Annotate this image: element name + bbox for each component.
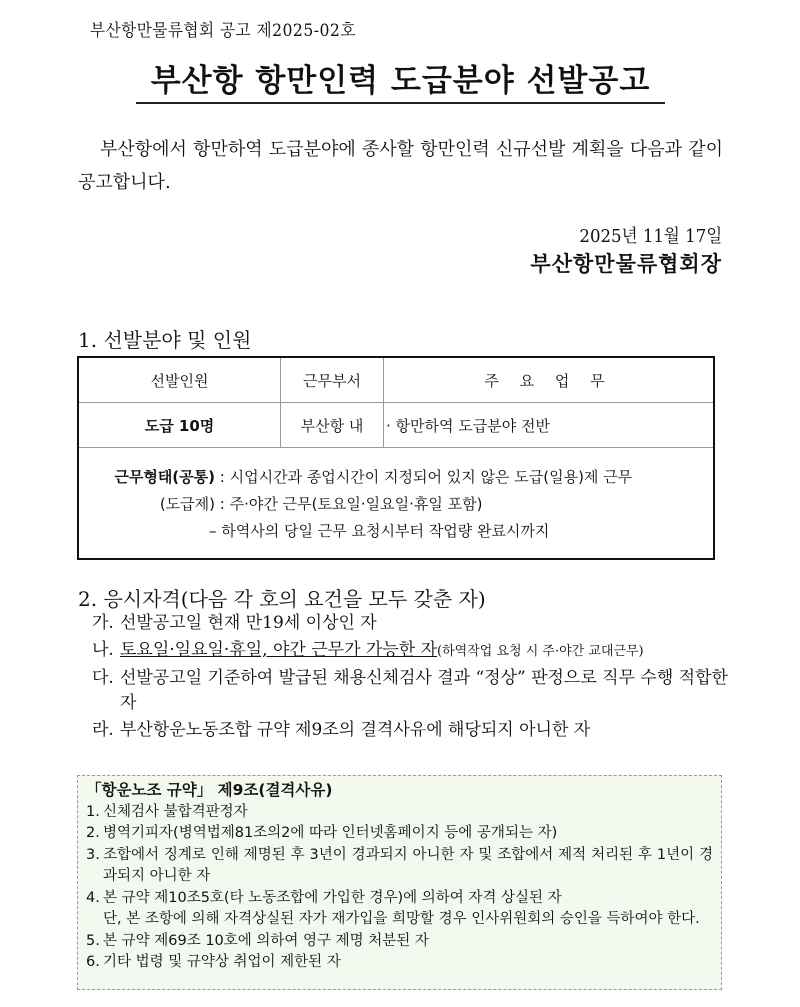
list-item — [86, 931, 713, 953]
rule-number: 6. — [86, 954, 100, 970]
rule-text: 병역기피자(병역법제81조의2에 따라 인터넷홈페이지 등에 공개되는 자) — [103, 825, 558, 841]
work-type-contract-sub-text: – 하역사의 당일 근무 요청시부터 작업량 완료시까지 — [209, 522, 550, 540]
work-type-contract-sub — [91, 518, 713, 545]
qualifications-list — [92, 611, 732, 745]
intro-text: 부산항에서 항만하역 도급분야에 종사할 항만인력 신규선발 계획을 다음과 같이 공고합니다. — [78, 139, 723, 193]
work-type-contract — [91, 491, 713, 518]
work-type-common-text: : 시업시간과 종업시간이 지정되어 있지 않은 도급(일용)제 근무 — [219, 468, 633, 486]
rule-number: 4. — [86, 889, 100, 906]
list-item — [92, 718, 732, 743]
work-type-common-label: 근무형태(공통) — [114, 468, 215, 486]
work-type-contract-label: (도급제) — [159, 495, 215, 513]
list-item — [86, 802, 713, 824]
cell-duties: · 항만하역 도급분야 전반 — [386, 416, 550, 435]
header-count: 선발인원 — [79, 358, 281, 402]
table-row — [79, 403, 713, 448]
item-text — [120, 638, 732, 664]
table-header-row — [79, 358, 713, 403]
item-text: 선발공고일 기준하여 발급된 채용신체검사 결과 “정상” 판정으로 직무 수행 적합한 자 — [120, 668, 728, 713]
work-type-contract-text: : 주·야간 근무(토요일·일요일·휴일 포함) — [219, 495, 483, 513]
list-item — [86, 952, 713, 974]
header-duties: 주 요 업 무 — [484, 371, 613, 390]
rule-number: 2. — [86, 825, 100, 841]
rule-text: 신체검사 불합격판정자 — [103, 803, 248, 820]
notice-number: 부산항만물류협회 공고 제2025-02호 — [90, 21, 356, 41]
rule-number: 3. — [86, 846, 100, 863]
section1-heading: 1. 선발분야 및 인원 — [78, 328, 252, 352]
rule-number: 5. — [86, 932, 100, 949]
cell-count: 도급 10명 — [79, 403, 281, 447]
item-marker: 라. — [92, 720, 114, 740]
header-department: 근무부서 — [281, 358, 384, 402]
item-marker: 다. — [92, 668, 114, 688]
item-text-note: (하역작업 요청 시 주·야간 교대근무) — [437, 644, 644, 659]
item-marker: 나. — [92, 640, 114, 660]
rule-sub-text: 단, 본 조항에 의해 자격상실된 자가 재가입을 희망할 경우 인사위원회의 승인을 득하여야 한다. — [103, 911, 700, 927]
selection-table — [77, 356, 715, 560]
item-marker: 가. — [92, 613, 114, 633]
list-item — [92, 611, 732, 636]
signer: 부산항만물류협회장 — [530, 251, 722, 276]
list-item — [86, 888, 713, 931]
list-item — [92, 666, 732, 716]
rule-text — [103, 888, 713, 931]
item-text: 부산항운노동조합 규약 제9조의 결격사유에 해당되지 아니한 자 — [120, 720, 591, 740]
item-text: 선발공고일 현재 만19세 이상인 자 — [120, 613, 377, 633]
item-text-underlined: 토요일·일요일·휴일, 야간 근무가 가능한 자 — [120, 640, 438, 660]
intro-paragraph — [78, 133, 723, 199]
page-title: 부산항 항만인력 도급분야 선발공고 — [136, 62, 665, 104]
rules-title: 「항운노조 규약」 제9조(결격사유) — [86, 781, 333, 799]
rule-number: 1. — [86, 803, 100, 820]
rule-text: 조합에서 징계로 인해 제명된 후 3년이 경과되지 아니한 자 및 조합에서 제적 처리된 후 1년이 경과되지 아니한 자 — [103, 846, 713, 884]
rule-main-text: 본 규약 제10조5호(타 노동조합에 가입한 경우)에 의하여 자격 상실된 자 — [103, 889, 562, 906]
union-rules-box — [77, 775, 722, 990]
list-item — [86, 823, 713, 845]
list-item — [86, 845, 713, 888]
cell-department: 부산항 내 — [281, 403, 384, 447]
notice-date: 2025년 11월 17일 — [579, 226, 722, 247]
rule-text: 기타 법령 및 규약상 취업이 제한된 자 — [103, 954, 341, 970]
work-type — [79, 448, 713, 545]
work-type-common — [91, 464, 713, 491]
section2-heading: 2. 응시자격(다음 각 호의 요건을 모두 갖춘 자) — [78, 587, 486, 611]
list-item — [92, 638, 732, 664]
rule-text: 본 규약 제69조 10호에 의하여 영구 제명 처분된 자 — [103, 932, 429, 949]
